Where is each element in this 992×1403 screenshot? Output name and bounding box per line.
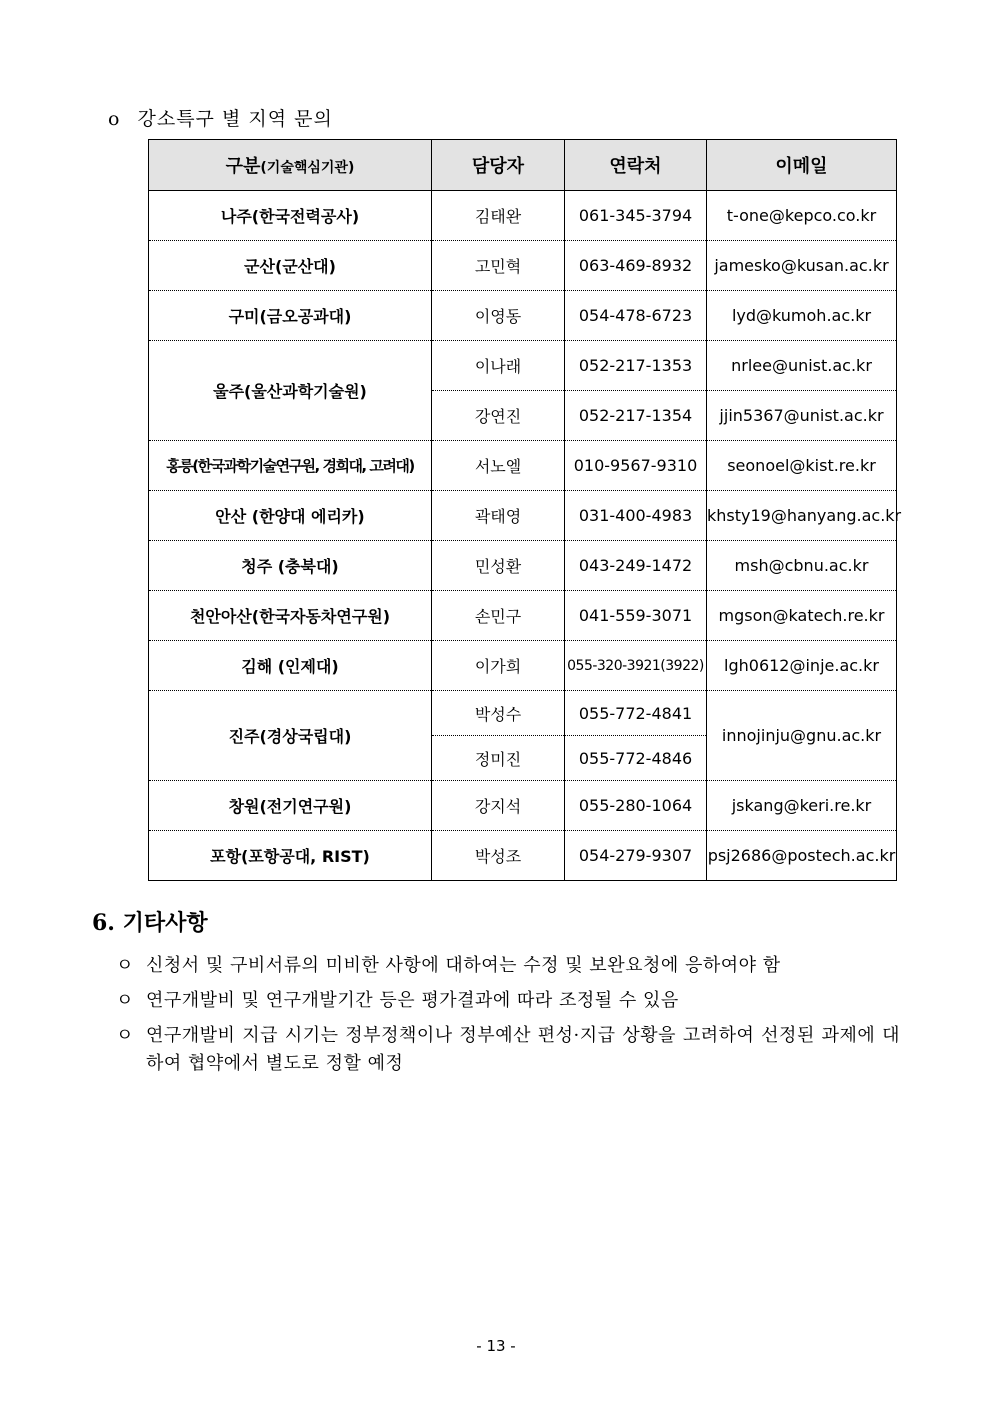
region-cell: 울주(울산과학기술원) — [149, 341, 432, 441]
phone-cell: 031-400-4983 — [565, 491, 707, 541]
manager-cell: 강지석 — [432, 781, 565, 831]
manager-cell: 서노엘 — [432, 441, 565, 491]
phone-cell: 052-217-1354 — [565, 391, 707, 441]
email-cell: t-one@kepco.co.kr — [707, 191, 897, 241]
phone-cell: 061-345-3794 — [565, 191, 707, 241]
table-row — [149, 241, 897, 291]
email-cell: lgh0612@inje.ac.kr — [707, 641, 897, 691]
manager-cell: 정미진 — [432, 736, 565, 781]
manager-cell: 김태완 — [432, 191, 565, 241]
region-cell: 천안아산(한국자동차연구원) — [149, 591, 432, 641]
table-row — [149, 831, 897, 881]
phone-cell: 055-280-1064 — [565, 781, 707, 831]
table-header-row — [149, 140, 897, 191]
table-row — [149, 491, 897, 541]
table-row — [149, 781, 897, 831]
list-item — [116, 952, 900, 980]
header-phone: 연락처 — [565, 140, 707, 191]
email-cell: khsty19@hanyang.ac.kr — [707, 491, 897, 541]
region-cell: 구미(금오공과대) — [149, 291, 432, 341]
table-row — [149, 291, 897, 341]
note-text: 연구개발비 및 연구개발기간 등은 평가결과에 따라 조정될 수 있음 — [146, 990, 679, 1011]
region-cell: 홍릉(한국과학기술연구원, 경희대, 고려대) — [149, 441, 432, 491]
intro-text: 강소특구 별 지역 문의 — [137, 108, 333, 130]
table-row — [149, 541, 897, 591]
region-cell: 청주 (충북대) — [149, 541, 432, 591]
notes-list — [116, 952, 900, 1085]
contact-table — [148, 139, 902, 881]
manager-cell: 손민구 — [432, 591, 565, 641]
table-row — [149, 691, 897, 736]
note-text: 연구개발비 지급 시기는 정부정책이나 정부예산 편성·지급 상황을 고려하여 선정된 과제에 대하여 협약에서 별도로 정할 예정 — [146, 1025, 900, 1074]
note-bullet: ㅇ — [116, 955, 134, 976]
header-manager: 담당자 — [432, 140, 565, 191]
manager-cell: 곽태영 — [432, 491, 565, 541]
phone-cell: 010-9567-9310 — [565, 441, 707, 491]
email-cell: mgson@katech.re.kr — [707, 591, 897, 641]
phone-cell: 041-559-3071 — [565, 591, 707, 641]
email-cell: msh@cbnu.ac.kr — [707, 541, 897, 591]
region-cell: 나주(한국전력공사) — [149, 191, 432, 241]
region-cell: 창원(전기연구원) — [149, 781, 432, 831]
manager-cell: 고민혁 — [432, 241, 565, 291]
phone-cell: 055-772-4846 — [565, 736, 707, 781]
list-item — [116, 987, 900, 1015]
region-cell: 진주(경상국립대) — [149, 691, 432, 781]
manager-cell: 박성수 — [432, 691, 565, 736]
page-number: - 13 - — [476, 1337, 516, 1355]
phone-cell: 063-469-8932 — [565, 241, 707, 291]
region-cell: 포항(포항공대, RIST) — [149, 831, 432, 881]
email-cell: innojinju@gnu.ac.kr — [707, 691, 897, 781]
section-title: 6. 기타사항 — [92, 910, 208, 936]
intro-line — [108, 104, 333, 131]
phone-cell: 043-249-1472 — [565, 541, 707, 591]
note-text: 신청서 및 구비서류의 미비한 사항에 대하여는 수정 및 보완요청에 응하여야 함 — [146, 955, 781, 976]
email-cell: psj2686@postech.ac.kr — [707, 831, 897, 881]
table-row — [149, 191, 897, 241]
phone-cell: 052-217-1353 — [565, 341, 707, 391]
phone-cell: 054-279-9307 — [565, 831, 707, 881]
manager-cell: 박성조 — [432, 831, 565, 881]
manager-cell: 강연진 — [432, 391, 565, 441]
table-row — [149, 591, 897, 641]
email-cell: seonoel@kist.re.kr — [707, 441, 897, 491]
note-bullet: ㅇ — [116, 1025, 134, 1046]
list-item — [116, 1022, 900, 1078]
email-cell: jjin5367@unist.ac.kr — [707, 391, 897, 441]
region-cell: 군산(군산대) — [149, 241, 432, 291]
manager-cell: 이가희 — [432, 641, 565, 691]
manager-cell: 이나래 — [432, 341, 565, 391]
header-region: 구분(기술핵심기관) — [149, 140, 432, 191]
manager-cell: 이영동 — [432, 291, 565, 341]
email-cell: nrlee@unist.ac.kr — [707, 341, 897, 391]
phone-cell: 055-772-4841 — [565, 691, 707, 736]
header-email: 이메일 — [707, 140, 897, 191]
email-cell: lyd@kumoh.ac.kr — [707, 291, 897, 341]
phone-cell: 055-320-3921(3922) — [565, 641, 707, 691]
manager-cell: 민성환 — [432, 541, 565, 591]
email-cell: jamesko@kusan.ac.kr — [707, 241, 897, 291]
phone-cell: 054-478-6723 — [565, 291, 707, 341]
table-row — [149, 441, 897, 491]
table-row — [149, 641, 897, 691]
region-cell: 안산 (한양대 에리카) — [149, 491, 432, 541]
email-cell: jskang@keri.re.kr — [707, 781, 897, 831]
intro-bullet: o — [108, 108, 121, 130]
note-bullet: ㅇ — [116, 990, 134, 1011]
table-row — [149, 341, 897, 391]
region-cell: 김해 (인제대) — [149, 641, 432, 691]
